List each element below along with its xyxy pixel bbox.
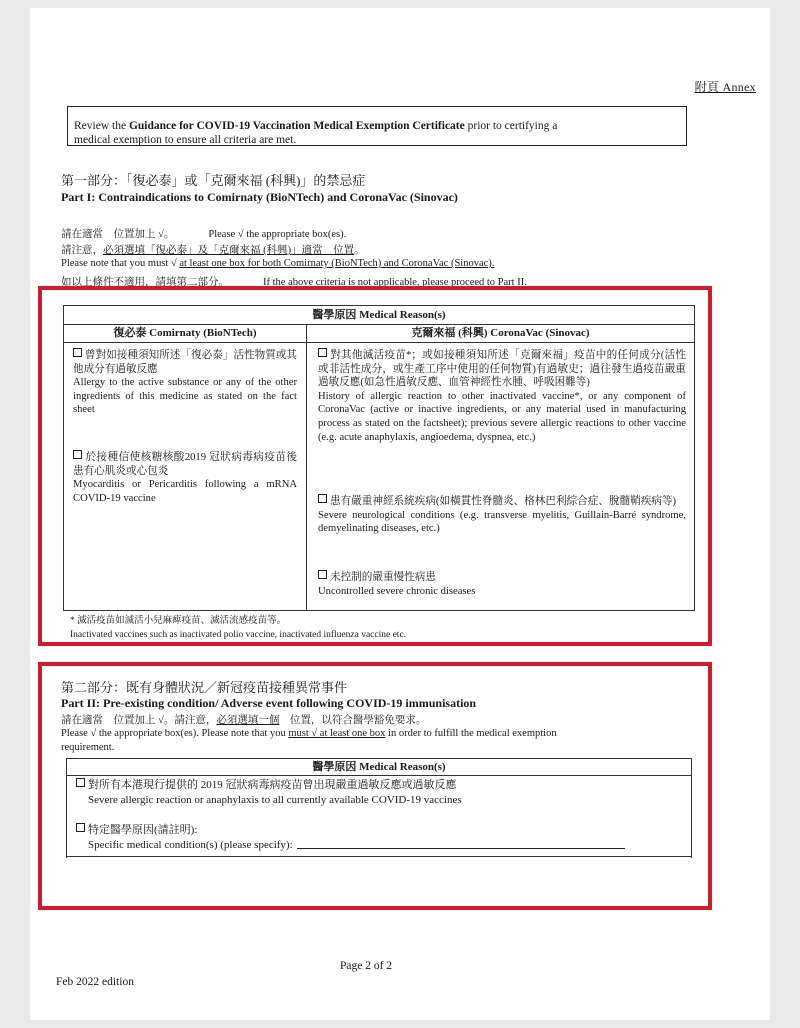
part2-title-en: Part II: Pre-existing condition/ Adverse event following COVID-19 immunisation [61,696,477,710]
part1-title-en: Part I: Contraindications to Comirnaty (BioNTech) and CoronaVac (Sinovac) [61,190,458,204]
comirnaty-allergy-item: 曾對如接種須知所述「復必泰」活性物質或其他成分有過敏反應 Allergy to the active substance or any of the other ingredients of this medicine as stated on the fact sheet [73,350,297,416]
part2-title-zh: 第二部分：既有身體狀況／新冠疫苗接種異常事件 [61,680,348,695]
edition-label: Feb 2022 edition [56,976,134,988]
part1-instruction-3: Please note that you must √ at least one box for both Comirnaty (BioNTech) and CoronaVac (Sinovac). [61,258,495,269]
guidance-title: Guidance for COVID-19 Vaccination Medical Exemption Certificate [128,120,465,132]
specify-input-line[interactable] [297,838,625,849]
part1-instruction-2: 請注意，必須選填「復必泰」及「克爾來福 (科興)」適當 位置。 [61,245,365,256]
coronavac-neurological-item: 患有嚴重神經系統疾病(如橫貫性脊髓炎、格林巴利綜合症、脫髓鞘疾病等) Severe neurological conditions (e.g. transverse myelitis, Guillain-Barré syndrome, demyelinating diseases, etc.) [318,496,686,535]
table-header: 醫學原因 Medical Reason(s) [64,306,694,325]
checkbox[interactable] [318,348,327,357]
part1-title-zh: 第一部分：「復必泰」或「克爾來福 (科興)」的禁忌症 [61,173,366,188]
checkbox[interactable] [318,494,327,503]
comirnaty-myocarditis-item: 於接種信使核糖核酸2019 冠狀病毒病疫苗後患有心肌炎或心包炎 Myocarditis or Pericarditis following a mRNA COVID-19 vaccine [73,452,297,504]
coronavac-chronic-item: 未控制的嚴重慢性病患 Uncontrolled severe chronic diseases [318,572,476,597]
comirnaty-column [64,324,307,610]
checkbox[interactable] [73,348,82,357]
coronavac-allergy-item: 對其他滅活疫苗*；或如接種須知所述「克爾來福」疫苗中的任何成分(活性或非活性成分，或生產工序中使用的任何物質)有過敏史；過往發生過疫苗嚴重過敏反應(如急性過敏反應、血管神經性水腫、呼吸困難等) History of allergic reaction to other inactivated vaccine*, or any component of CoronaVac (active or inactive ingredients, or any material used in manufacturing process as stated on the factsheet); previous severe allergic reactions to other vaccine (e.g. acute anaphylaxis, angioedema, dyspnea, etc.) [318,350,686,443]
part2-instruction-3: requirement. [61,742,115,753]
part1-instruction-1: 請在適當 位置加上 √。 Please √ the appropriate box(es). [61,229,347,240]
annex-label: 附頁 Annex [694,80,756,94]
part1-footnote: * 滅活疫苗如滅活小兒麻痺疫苗、滅活流感疫苗等。 Inactivated vaccines such as inactivated polio vaccine, inactivated influenza vaccine etc. [70,616,407,640]
page-number: Page 2 of 2 [340,960,393,972]
checkbox[interactable] [73,450,82,459]
coronavac-column [307,324,694,610]
table-divider [66,856,692,857]
part1-medical-reasons-table [63,305,695,611]
part2-medical-reasons-table [66,758,692,858]
comirnaty-header: 復必泰 Comirnaty (BioNTech) [64,324,306,343]
guidance-notice-box: Review the Guidance for COVID-19 Vaccination Medical Exemption Certificate prior to certifying a medical exemption to ensure all criteria are met. [67,106,687,146]
checkbox[interactable] [76,778,85,787]
specific-condition-item: 特定醫學原因(請註明): Specific medical condition(s) (please specify): [76,823,625,853]
coronavac-header: 克爾來福 (科興) CoronaVac (Sinovac) [307,324,694,343]
part2-instruction-1: 請在適當 位置加上 √。請注意，必須選填一個 位置，以符合醫學豁免要求。 [61,715,427,726]
checkbox[interactable] [318,570,327,579]
all-vaccines-allergy-item: 對所有本港現行提供的 2019 冠狀病毒病疫苗曾出現嚴重過敏反應或過敏反應 Severe allergic reaction or anaphylaxis to all currently available COVID-19 vaccines [76,778,462,808]
checkbox[interactable] [76,823,85,832]
part1-instruction-4: 如以上條件不適用，請填第二部分。 If the above criteria is not applicable, please proceed to Part II. [61,277,527,288]
part2-instruction-2: Please √ the appropriate box(es). Please note that you must √ at least one box in order to fulfill the medical exemption [61,728,557,739]
table-header: 醫學原因 Medical Reason(s) [67,759,691,776]
